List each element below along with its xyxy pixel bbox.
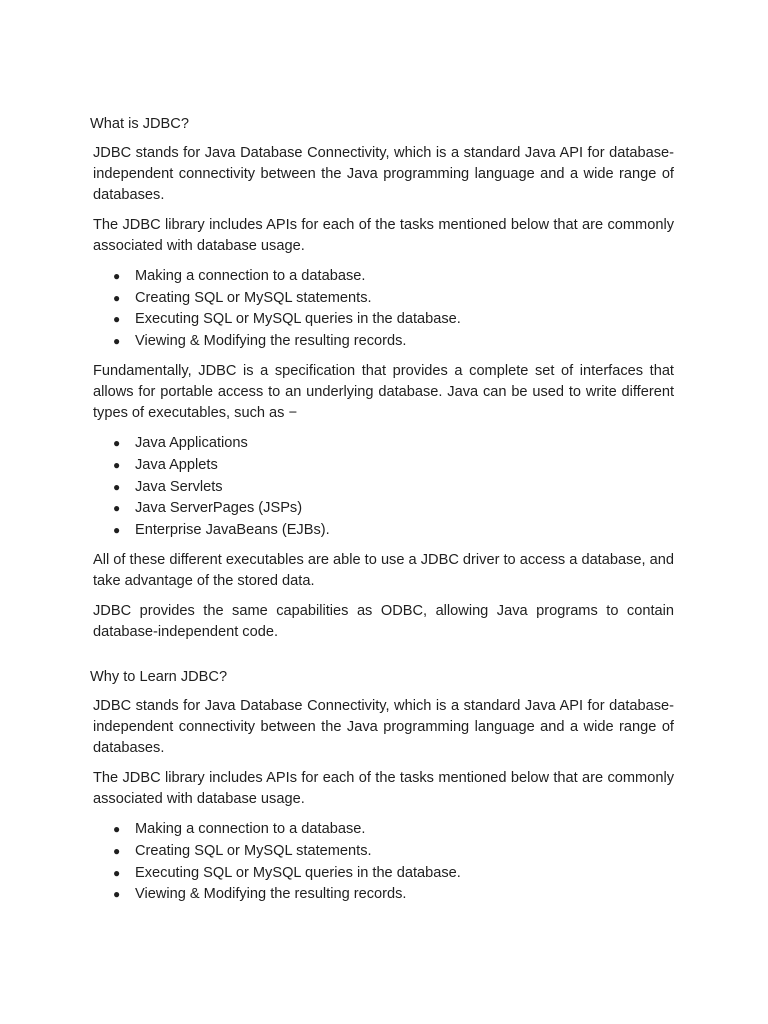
list-item: ● Java Applications [93, 433, 674, 455]
paragraph: All of these different executables are able to use a JDBC driver to access a database, and take advantage of the stored data. [93, 552, 674, 590]
bullet-icon: ● [113, 333, 121, 348]
list-item: ● Viewing & Modifying the resulting records. [93, 331, 674, 353]
paragraph: JDBC stands for Java Database Connectivity, which is a standard Java API for database-independent connectivity between the Java programming language and a wide range of databases. [93, 145, 674, 203]
bullet-icon: ● [113, 290, 121, 305]
list-item: ● Executing SQL or MySQL queries in the database. [93, 309, 674, 331]
paragraph: The JDBC library includes APIs for each of the tasks mentioned below that are commonly associated with database usage. [93, 770, 674, 808]
bullet-icon: ● [113, 479, 121, 494]
paragraph: Fundamentally, JDBC is a specification that provides a complete set of interfaces that allows for portable access to an underlying database. Java can be used to write different types of executables, such as − [93, 363, 674, 422]
bullet-icon: ● [113, 865, 121, 880]
list-item: ● Java ServerPages (JSPs) [93, 498, 674, 520]
list-item: ● Making a connection to a database. [93, 266, 674, 288]
list-item: ● Viewing & Modifying the resulting records. [93, 884, 674, 906]
list-item: ● Creating SQL or MySQL statements. [93, 841, 674, 863]
list-item: ● Executing SQL or MySQL queries in the database. [93, 863, 674, 885]
list-item: ● Enterprise JavaBeans (EJBs). [93, 520, 674, 542]
bullet-icon: ● [113, 887, 121, 902]
bullet-icon: ● [113, 457, 121, 472]
section-heading-what-is-jdbc: What is JDBC? [90, 116, 189, 132]
bullet-icon: ● [113, 501, 121, 516]
bullet-icon: ● [113, 522, 121, 537]
document-content [90, 114, 674, 915]
task-list [93, 819, 674, 905]
bullet-icon: ● [113, 436, 121, 451]
list-item: ● Java Servlets [93, 477, 674, 499]
executables-list [93, 433, 674, 541]
paragraph: The JDBC library includes APIs for each of the tasks mentioned below that are commonly associated with database usage. [93, 217, 674, 254]
list-item: ● Making a connection to a database. [93, 819, 674, 841]
bullet-icon: ● [113, 822, 121, 837]
bullet-icon: ● [113, 843, 121, 858]
list-item: ● Creating SQL or MySQL statements. [93, 288, 674, 310]
task-list [93, 266, 674, 352]
paragraph: JDBC provides the same capabilities as ODBC, allowing Java programs to contain database-independent code. [93, 603, 674, 641]
paragraph: JDBC stands for Java Database Connectivity, which is a standard Java API for database-independent connectivity between the Java programming language and a wide range of databases. [93, 698, 674, 757]
section-heading-why-learn-jdbc: Why to Learn JDBC? [90, 669, 228, 686]
bullet-icon: ● [113, 269, 121, 283]
list-item: ● Java Applets [93, 455, 674, 477]
bullet-icon: ● [113, 312, 121, 327]
